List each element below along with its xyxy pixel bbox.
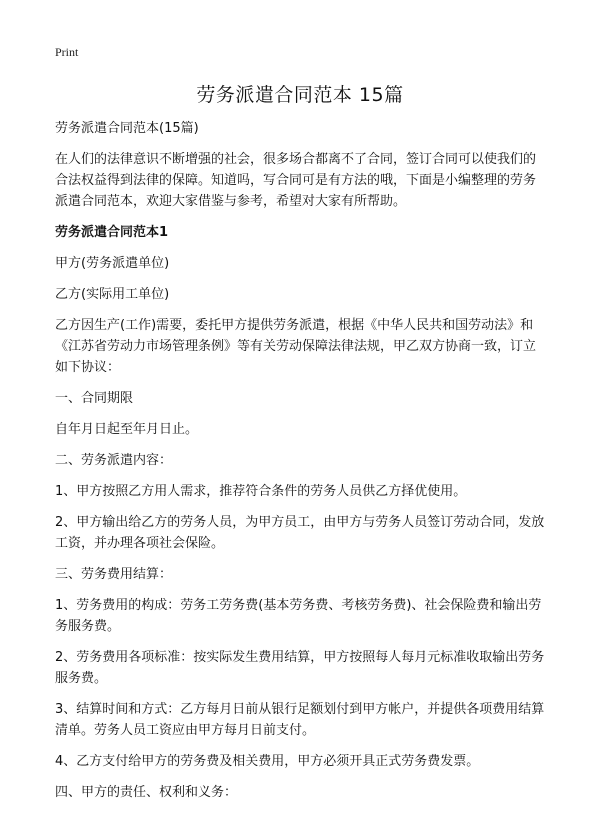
document-title: 劳务派遣合同范本 15篇 — [196, 84, 404, 106]
clause-heading-term: 一、合同期限 — [55, 391, 134, 406]
clause-settlement-item-4: 4、乙方支付给甲方的劳务费及相关费用，甲方必须开具正式劳务费发票。 — [55, 754, 480, 769]
clause-heading-party-a-duties: 四、甲方的责任、权利和义务： — [55, 785, 238, 800]
party-a: 甲方(劳务派遣单位) — [55, 256, 170, 271]
intro-paragraph: 在人们的法律意识不断增强的社会，很多场合都离不了合同，签订合同可以使我们的合法权益得到法律的保障。知道吗，写合同可是有方法的哦，下面是小编整理的劳务派遣合同范本，欢迎大家借鉴与参考，希望对大家有所帮助。 — [55, 152, 537, 209]
preamble-paragraph: 乙方因生产(工作)需要，委托甲方提供劳务派遣，根据《中华人民共和国劳动法》和《江苏省劳动力市场管理条例》等有关劳动保障法律法规，甲乙双方协商一致，订立如下协议： — [55, 318, 537, 375]
clause-content-item-2: 2、甲方输出给乙方的劳务人员，为甲方员工，由甲方与劳务人员签订劳动合同，发放工资，并办理各项社会保险。 — [55, 515, 545, 551]
clause-settlement-item-3: 3、结算时间和方式：乙方每月日前从银行足额划付到甲方帐户，并提供各项费用结算清单。劳务人员工资应由甲方每月日前支付。 — [55, 702, 545, 738]
clause-heading-content: 二、劳务派遣内容： — [55, 453, 173, 468]
print-label: Print — [55, 45, 79, 59]
document-body — [55, 118, 547, 813]
clause-content-item-1: 1、甲方按照乙方用人需求，推荐符合条件的劳务人员供乙方择优使用。 — [55, 484, 467, 499]
section-heading: 劳务派遣合同范本1 — [55, 225, 169, 240]
clause-term-text: 自年月日起至年月日止。 — [55, 422, 199, 437]
party-b: 乙方(实际用工单位) — [55, 287, 170, 302]
clause-settlement-item-1: 1、劳务费用的构成：劳务工劳务费(基本劳务费、考核劳务费)、社会保险费和输出劳务服务费。 — [55, 598, 542, 634]
document-subtitle: 劳务派遣合同范本(15篇) — [55, 121, 199, 136]
clause-settlement-item-2: 2、劳务费用各项标准：按实际发生费用结算，甲方按照每人每月元标准收取输出劳务服务费。 — [55, 650, 545, 686]
clause-heading-settlement: 三、劳务费用结算： — [55, 567, 173, 582]
